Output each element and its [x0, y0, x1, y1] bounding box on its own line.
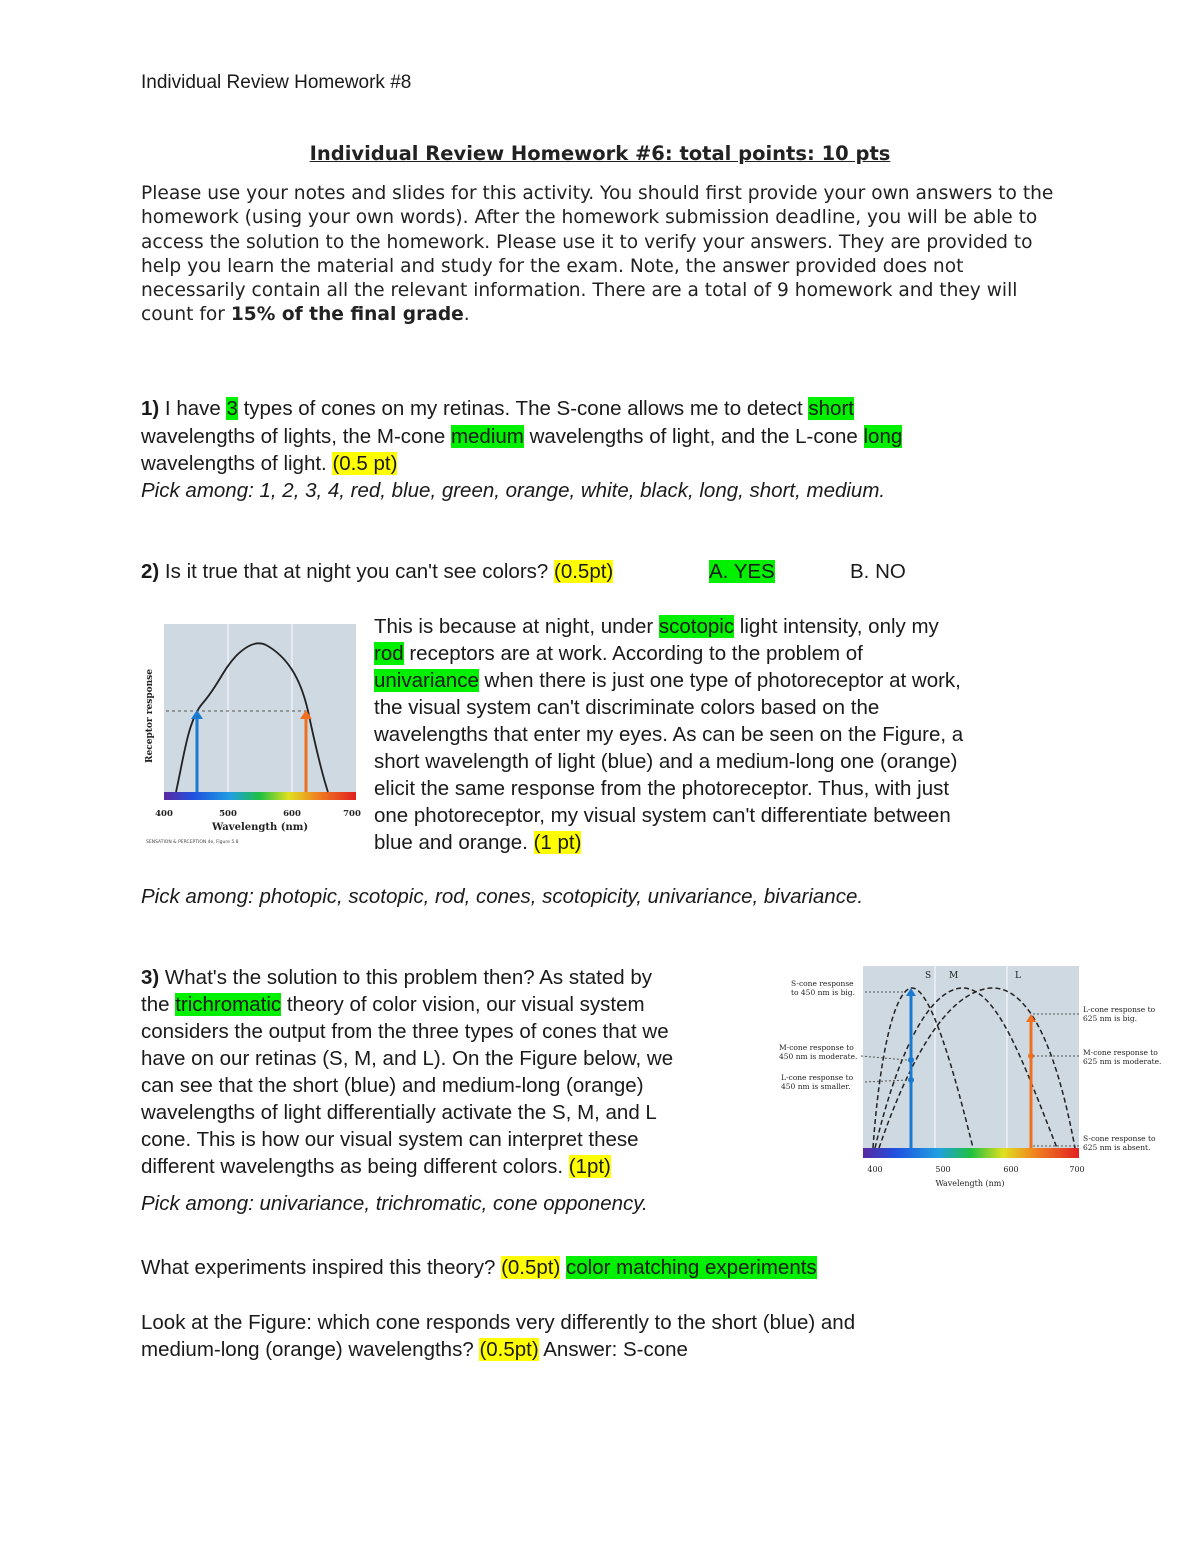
q1-text: wavelengths of lights, the M-cone	[141, 425, 451, 448]
fig1-ylabel: Receptor response	[145, 669, 155, 763]
q2-text: receptors are at work. According to the problem of	[403, 642, 863, 665]
q3-line6: wavelengths of light differentially activate the S, M, and L	[141, 1101, 657, 1124]
fig2-tick-600: 600	[1003, 1165, 1019, 1174]
q1-text: wavelengths of light.	[141, 452, 333, 475]
q3-text: What experiments inspired this theory?	[141, 1256, 502, 1279]
q3-experiments-line	[141, 1256, 817, 1280]
q3-pick-list: Pick among: univariance, trichromatic, cone opponency.	[141, 1192, 648, 1215]
q2-option-a-wrap	[709, 560, 775, 584]
q3-look-points: (0.5pt)	[479, 1338, 539, 1361]
q3-line1	[141, 966, 652, 990]
q3-look-line1: Look at the Figure: which cone responds very differently to the short (blue) and	[141, 1311, 856, 1334]
fig1-credit: SENSATION & PERCEPTION 4e, Figure 5.8	[146, 840, 239, 845]
ann-r2-1: M-cone response to	[1083, 1048, 1158, 1057]
fig1-tick-600: 600	[283, 809, 301, 819]
trichromatic-figure	[775, 962, 1170, 1194]
fig1-tick-700: 700	[343, 809, 361, 819]
univariance-figure	[140, 616, 362, 848]
q2-pick-list: Pick among: photopic, scotopic, rod, cones, scotopicity, univariance, bivariance.	[141, 885, 864, 908]
spectrum-bar-2	[863, 1148, 1079, 1158]
q1-number: 1)	[141, 397, 160, 420]
q2-para-line2	[374, 642, 863, 666]
q1-answer-medium: medium	[450, 425, 524, 448]
ann-r1-1: L-cone response to	[1083, 1005, 1156, 1014]
q2-answer-scotopic: scotopic	[658, 615, 735, 638]
intro-bold: 15% of the final grade	[230, 304, 464, 326]
ann-l-2: 450 nm is smaller.	[781, 1082, 851, 1091]
q3-points: (1pt)	[568, 1155, 611, 1178]
q3-line3: considers the output from the three types of cones that we	[141, 1020, 669, 1043]
q3-look-answer: Answer: S-cone	[538, 1338, 688, 1361]
page-header: Individual Review Homework #8	[141, 72, 412, 93]
q2-para-line1	[374, 615, 939, 639]
q3-answer-trichromatic: trichromatic	[175, 993, 282, 1016]
q1-answer-short: short	[808, 397, 854, 420]
q2-number: 2)	[141, 560, 160, 583]
q2-para-line4: the visual system can't discriminate colors based on the	[374, 696, 880, 719]
ann-r3-1: S-cone response to	[1083, 1134, 1156, 1143]
q3-exp-points: (0.5pt)	[501, 1256, 561, 1279]
ann-s-2: to 450 nm is big.	[791, 988, 855, 997]
q3-line5: can see that the short (blue) and medium-long (orange)	[141, 1074, 644, 1097]
q1-line3	[141, 452, 397, 476]
q2-para-line9	[374, 831, 581, 855]
q2-text: light intensity, only my	[734, 615, 939, 638]
q1-text: wavelengths of light, and the L-cone	[523, 425, 864, 448]
intro-text: Please use your notes and slides for this activity. You should first provide your own answers to the homework (using your own words). After the homework submission deadline, you will be able to access the solution to the homework. Please use it to verify your answers. They are provided to help you learn the material and study for the exam. Note, the answer provided does not necessarily contain all the relevant information. There are a total of 9 homework and they will count for	[141, 183, 1054, 326]
q3-line2	[141, 993, 645, 1017]
q3-line8	[141, 1155, 611, 1179]
plot-area	[164, 624, 356, 800]
q1-text: I have	[159, 397, 227, 420]
q2-para-line5: wavelengths that enter my eyes. As can be seen on the Figure, a	[374, 723, 964, 746]
fig1-tick-500: 500	[219, 809, 237, 819]
q3-text: different wavelengths as being different colors.	[141, 1155, 569, 1178]
q1-line2	[141, 425, 902, 449]
q3-text: the	[141, 993, 176, 1016]
ann-m-1: M-cone response to	[779, 1043, 854, 1052]
ann-m-2: 450 nm is moderate.	[779, 1052, 858, 1061]
page-title: Individual Review Homework #6: total points: 10 pts	[309, 142, 891, 165]
q3-text: theory of color vision, our visual system	[281, 993, 645, 1016]
curve-label-l: L	[1015, 971, 1021, 981]
q1-points: (0.5 pt)	[332, 452, 398, 475]
q2-text: when there is just one type of photoreceptor at work,	[478, 669, 961, 692]
q2-option-a: A. YES	[709, 560, 775, 583]
q1-answer-3: 3	[226, 397, 238, 420]
q3-text: What's the solution to this problem then? As stated by	[159, 966, 653, 989]
intro-end: .	[463, 304, 470, 326]
q2-para-line7: elicit the same response from the photoreceptor. Thus, with just	[374, 777, 950, 800]
curve-label-s: S	[925, 971, 932, 981]
q2-answer-rod: rod	[374, 642, 404, 665]
curve-label-m: M	[949, 971, 959, 981]
spectrum-bar	[164, 792, 356, 800]
ann-l-1: L-cone response to	[781, 1073, 854, 1082]
q1-pick-list: Pick among: 1, 2, 3, 4, red, blue, green, orange, white, black, long, short, medium.	[141, 479, 886, 502]
q3-text: medium-long (orange) wavelengths?	[141, 1338, 480, 1361]
ann-r3-2: 625 nm is absent.	[1083, 1143, 1151, 1152]
q2-points-2: (1 pt)	[533, 831, 582, 854]
ann-r2-2: 625 nm is moderate.	[1083, 1057, 1162, 1066]
q3-line7: cone. This is how our visual system can interpret these	[141, 1128, 639, 1151]
fig1-xlabel: Wavelength (nm)	[211, 822, 309, 833]
q1-text: types of cones on my retinas. The S-cone allows me to detect	[237, 397, 809, 420]
q2-text: blue and orange.	[374, 831, 534, 854]
q3-exp-answer: color matching experiments	[566, 1256, 817, 1279]
fig2-tick-500: 500	[935, 1165, 951, 1174]
q3-number: 3)	[141, 966, 160, 989]
q2-points: (0.5pt)	[554, 560, 614, 583]
q2-option-b: B. NO	[850, 560, 906, 583]
ann-s-1: S-cone response	[791, 979, 854, 988]
q2-para-line3	[374, 669, 961, 693]
q2-text: This is because at night, under	[374, 615, 659, 638]
q1-answer-long: long	[863, 425, 903, 448]
q1-line1	[141, 397, 854, 421]
q2-para-line8: one photoreceptor, my visual system can't differentiate between	[374, 804, 951, 827]
fig2-tick-400: 400	[867, 1165, 883, 1174]
ann-r1-2: 625 nm is big.	[1083, 1014, 1138, 1023]
intro-paragraph	[141, 182, 1071, 328]
q2-text: Is it true that at night you can't see colors?	[159, 560, 554, 583]
q2-answer-univariance: univariance	[374, 669, 479, 692]
fig2-xlabel: Wavelength (nm)	[935, 1179, 1005, 1188]
q3-look-line2	[141, 1338, 688, 1362]
q3-line4: have on our retinas (S, M, and L). On the Figure below, we	[141, 1047, 674, 1070]
q2-line1	[141, 560, 613, 584]
fig1-tick-400: 400	[155, 809, 173, 819]
fig2-tick-700: 700	[1069, 1165, 1085, 1174]
q2-para-line6: short wavelength of light (blue) and a medium-long one (orange)	[374, 750, 958, 773]
